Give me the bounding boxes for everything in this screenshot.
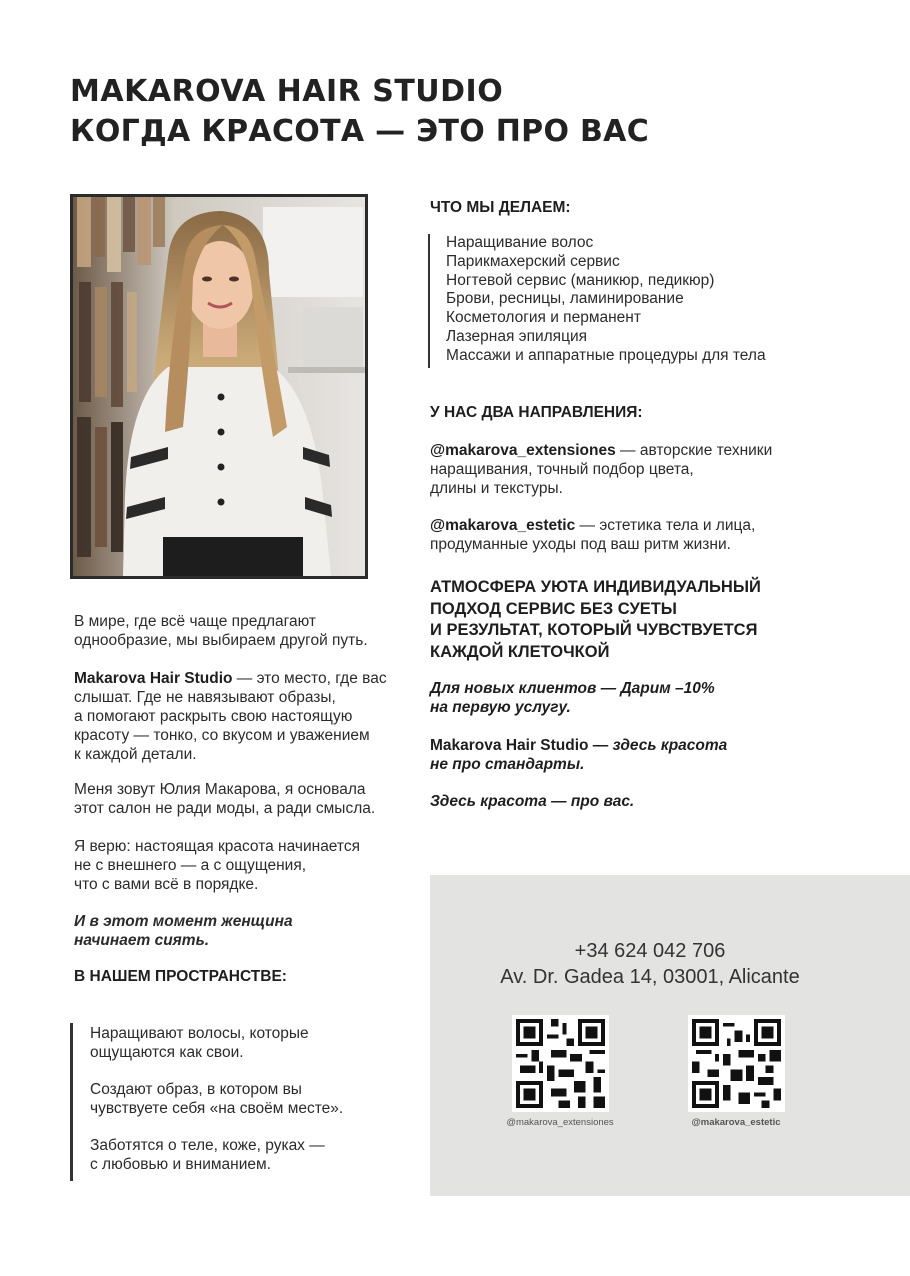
brand-title: MAKAROVA HAIR STUDIO	[70, 74, 504, 109]
address: Av. Dr. Gadea 14, 03001, Alicante	[500, 966, 800, 988]
tagline: КОГДА КРАСОТА — ЭТО ПРО ВАС	[70, 114, 650, 149]
closing-line: Здесь красота — про вас.	[430, 793, 635, 810]
service-item: Ногтевой сервис (маникюр, педикюр)	[446, 271, 715, 289]
directions-heading: У НАС ДВА НАПРАВЛЕНИЯ:	[430, 404, 643, 421]
service-item: Массажи и аппаратные процедуры для тела	[446, 346, 766, 364]
space-item: Заботятся о теле, коже, руках — с любовью и вниманием.	[90, 1137, 325, 1173]
extensiones-handle: @makarova_extensiones	[430, 442, 616, 459]
qr-caption-estetic: @makarova_estetic	[691, 1117, 781, 1128]
space-list	[70, 1023, 393, 1181]
contact-panel	[430, 875, 910, 1196]
service-item: Брови, ресницы, ламинирование	[446, 290, 684, 308]
space-item: Наращивают волосы, которые ощущаются как свои.	[90, 1025, 309, 1061]
service-item: Парикмахерский сервис	[446, 252, 620, 270]
estetic-handle: @makarova_estetic	[430, 517, 576, 534]
new-client-offer: Для новых клиентов — Дарим –10% на первую услугу.	[430, 680, 715, 716]
atmosphere-statement: АТМОСФЕРА УЮТА ИНДИВИДУАЛЬНЫЙ ПОДХОД СЕРВИС БЕЗ СУЕТЫ И РЕЗУЛЬТАТ, КОТОРЫЙ ЧУВСТВУЕТСЯ КАЖДОЙ КЛЕТОЧКОЙ	[430, 578, 761, 661]
direction-estetic: @makarova_estetic — эстетика тела и лица, продуманные уходы под ваш ритм жизни.	[430, 517, 756, 553]
qr-code-estetic[interactable]	[688, 1015, 785, 1112]
service-item: Наращивание волос	[446, 234, 594, 251]
direction-extensiones: @makarova_extensiones — авторские техники наращивания, точный подбор цвета, длины и текстуры.	[430, 442, 773, 497]
service-item: Лазерная эпиляция	[446, 327, 587, 345]
intro-paragraph-1: В мире, где всё чаще предлагают однообразие, мы выбираем другой путь.	[74, 613, 368, 649]
intro-paragraph-5: И в этот момент женщина начинает сиять.	[74, 913, 293, 949]
service-item: Косметология и перманент	[446, 309, 641, 327]
services-heading: ЧТО МЫ ДЕЛАЕМ:	[430, 199, 571, 216]
slogan: Makarova Hair Studio — здесь красота не про стандарты.	[430, 737, 728, 773]
intro-paragraph-4: Я верю: настоящая красота начинается не с внешнего — а с ощущения, что с вами всё в порядке.	[74, 838, 360, 893]
intro-paragraph-3: Меня зовут Юлия Макарова, я основала этот салон не ради моды, а ради смысла.	[74, 781, 376, 817]
phone-number[interactable]: +34 624 042 706	[574, 940, 726, 962]
qr-code-extensiones[interactable]	[512, 1015, 609, 1112]
founder-photo	[70, 194, 368, 579]
space-heading: В НАШЕМ ПРОСТРАНСТВЕ:	[74, 968, 287, 985]
services-list	[428, 234, 766, 368]
qr-caption-extensiones: @makarova_extensiones	[506, 1117, 614, 1128]
space-item: Создают образ, в котором вы чувствуете себя «на своём месте».	[90, 1081, 344, 1117]
intro-paragraph-2: Makarova Hair Studio — это место, где вас слышат. Где не навязывают образы, а помогают раскрыть свою настоящую красоту — тонко, со вкусом и уважением к каждой детали.	[74, 670, 387, 763]
